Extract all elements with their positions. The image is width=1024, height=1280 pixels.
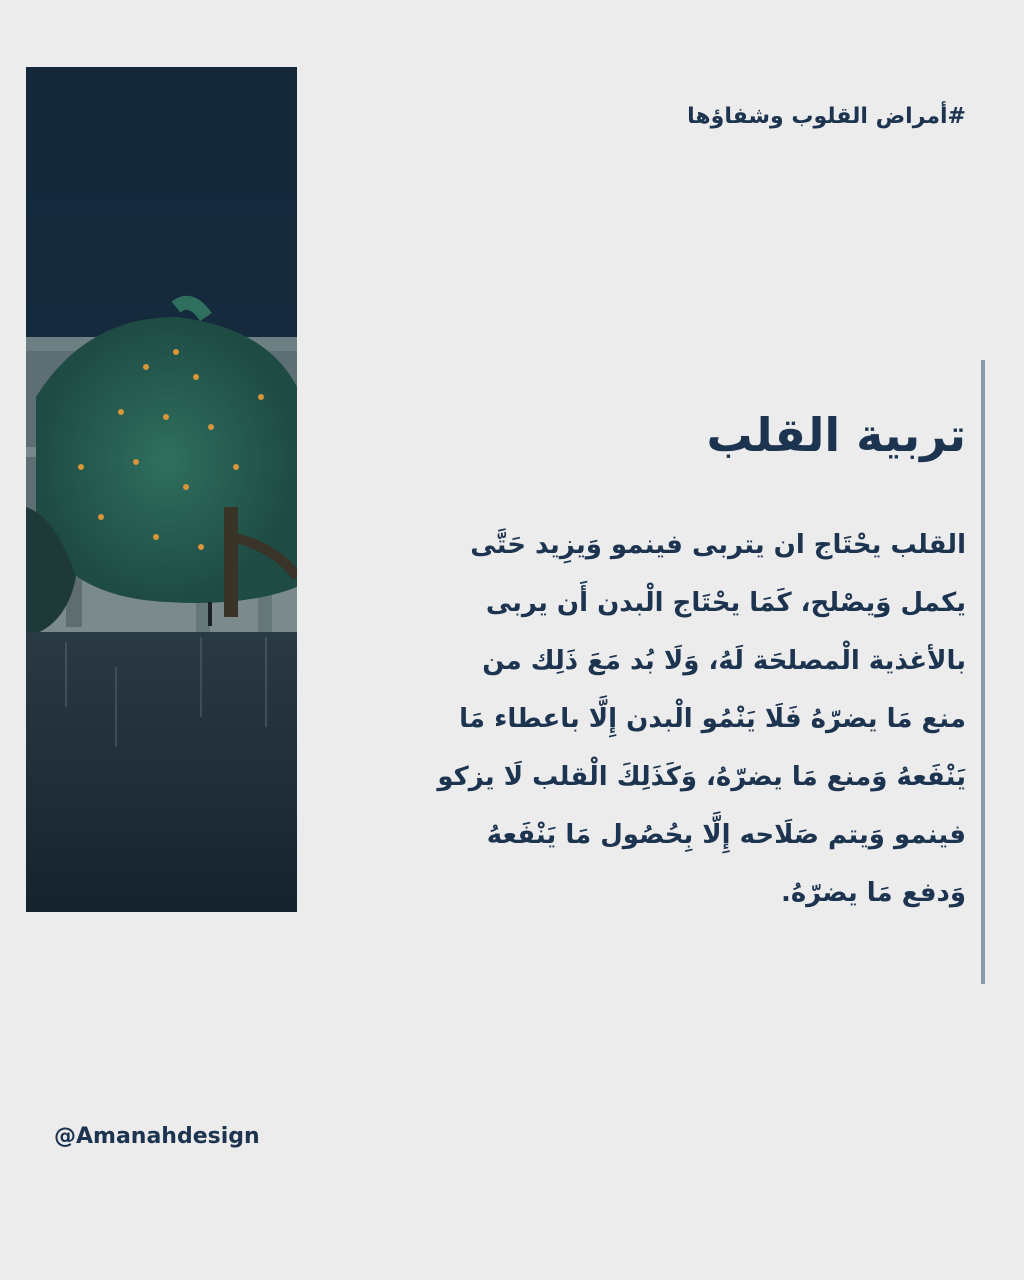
- article-line: فينمو وَيتم صَلَاحه إِلَّا بِحُصُول مَا يَنْفَعهُ: [486, 820, 966, 850]
- article-body: [376, 516, 966, 922]
- article-line: بالأغذية الْمصلحَة لَهُ، وَلَا بُد مَعَ ذَلِك من: [482, 646, 966, 676]
- page-title: تربية القلب: [706, 408, 966, 462]
- article-line: يكمل وَيصْلح، كَمَا يحْتَاج الْبدن أَن يربى: [485, 588, 966, 618]
- night-courtyard-photo: [26, 67, 297, 912]
- article-line: منع مَا يضرّهُ فَلَا يَنْمُو الْبدن إِلَّا باعطاء مَا: [459, 704, 966, 734]
- article-line: يَنْفَعهُ وَمنع مَا يضرّهُ، وَكَذَلِكَ الْقلب لَا يزكو: [437, 762, 966, 792]
- vertical-divider: [981, 360, 985, 984]
- article-line: وَدفع مَا يضرّهُ.: [780, 878, 966, 908]
- article-line: القلب يحْتَاج ان يتربى فينمو وَيزِيد حَتَّى: [470, 530, 966, 560]
- author-handle: @Amanahdesign: [54, 1124, 260, 1149]
- hashtag-header: #أمراض القلوب وشفاؤها: [687, 104, 966, 129]
